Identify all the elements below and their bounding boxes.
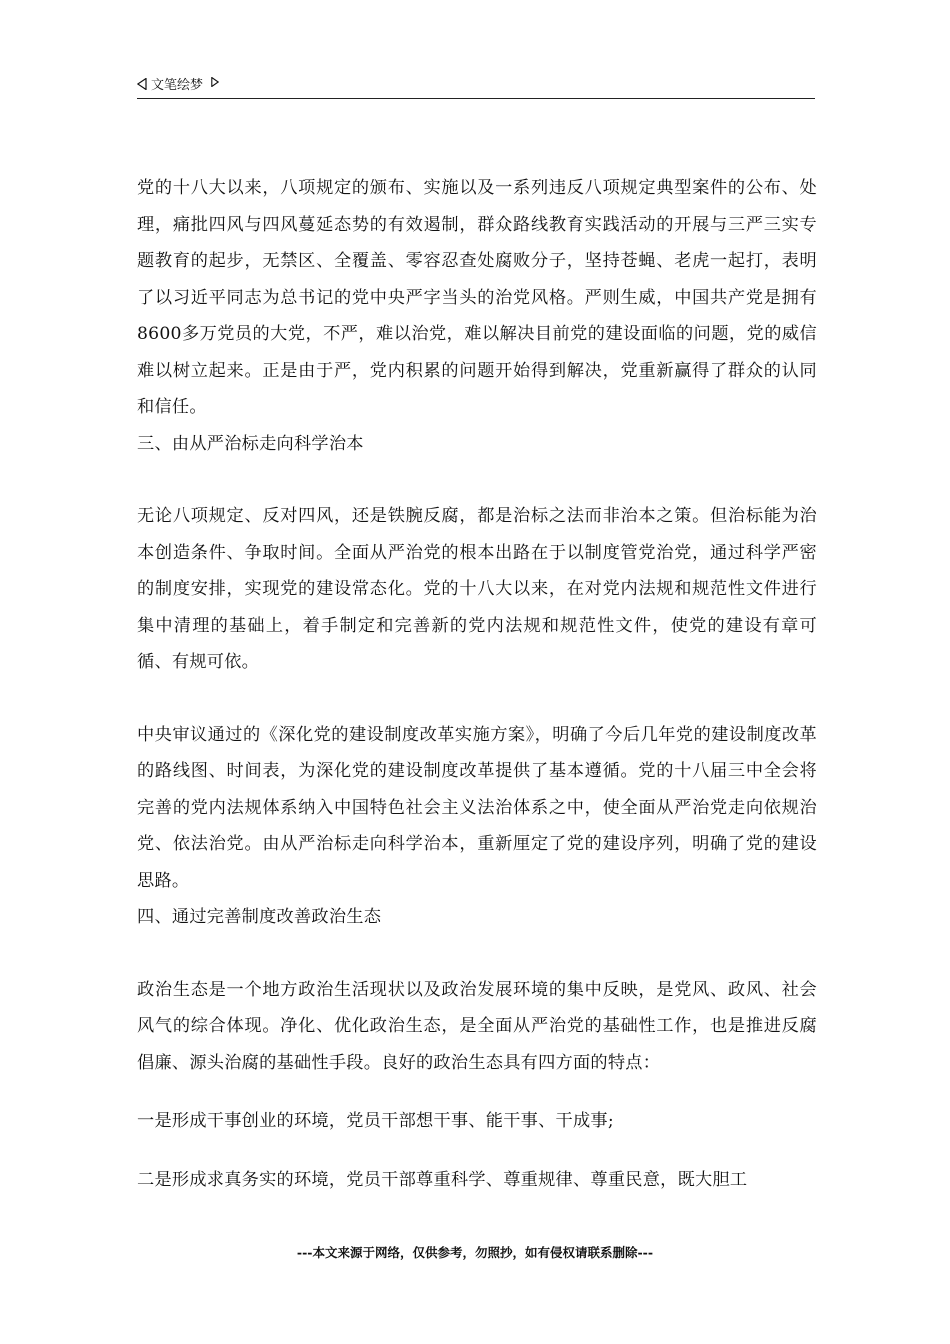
section-heading-4: 四、通过完善制度改善政治生态	[137, 907, 382, 927]
section-heading-3: 三、由从严治标走向科学治本	[137, 433, 364, 454]
footer-disclaimer: ---本文来源于网络，仅供参考，勿照抄，如有侵权请联系删除---	[296, 1245, 654, 1260]
page-header	[137, 70, 815, 99]
spacer	[137, 936, 817, 972]
brand-name: 文笔绘梦	[151, 78, 204, 93]
triangle-right-icon	[211, 77, 219, 87]
document-body	[137, 170, 817, 1198]
paragraph-6: 二是形成求真务实的环境，党员干部尊重科学、尊重规律、尊重民意，既大胆工	[137, 1169, 748, 1190]
triangle-left-icon	[137, 78, 147, 90]
spacer	[137, 681, 817, 717]
paragraph-4: 政治生态是一个地方政治生活现状以及政治发展环境的集中反映，是党风、政风、社会风气的综合体现。净化、优化政治生态，是全面从严治党的基础性工作，也是推进反腐倡廉、源头治腐的基础性手段。良好的政治生态具有四方面的特点：	[137, 979, 817, 1073]
paragraph-1: 党的十八大以来，八项规定的颁布、实施以及一系列违反八项规定典型案件的公布、处理，痛批四风与四风蔓延态势的有效遏制，群众路线教育实践活动的开展与三严三实专题教育的起步，无禁区、全覆盖、零容忍查处腐败分子，坚持苍蝇、老虎一起打，表明了以习近平同志为总书记的党中央严字当头的治党风格。严则生威，中国共产党是拥有8600多万党员的大党，不严，难以治党，难以解决目前党的建设面临的问题，党的威信难以树立起来。正是由于严，党内积累的问题开始得到解决，党重新赢得了群众的认同和信任。	[137, 178, 817, 417]
spacer	[137, 1081, 817, 1103]
spacer	[137, 462, 817, 498]
paragraph-3: 中央审议通过的《深化党的建设制度改革实施方案》，明确了今后几年党的建设制度改革的路线图、时间表，为深化党的建设制度改革提供了基本遵循。党的十八届三中全会将完善的党内法规体系纳入中国特色社会主义法治体系之中，使全面从严治党走向依规治党、依法治党。由从严治标走向科学治本，重新厘定了党的建设序列，明确了党的建设思路。	[137, 724, 817, 891]
paragraph-2: 无论八项规定、反对四风，还是铁腕反腐，都是治标之法而非治本之策。但治标能为治本创造条件、争取时间。全面从严治党的根本出路在于以制度管党治党，通过科学严密的制度安排，实现党的建设常态化。党的十八大以来，在对党内法规和规范性文件进行集中清理的基础上，着手制定和完善新的党内法规和规范性文件，使党的建设有章可循、有规可依。	[137, 506, 817, 672]
paragraph-5: 一是形成干事创业的环境，党员干部想干事、能干事、干成事;	[137, 1111, 614, 1131]
spacer	[137, 1140, 817, 1162]
brand	[137, 74, 219, 93]
